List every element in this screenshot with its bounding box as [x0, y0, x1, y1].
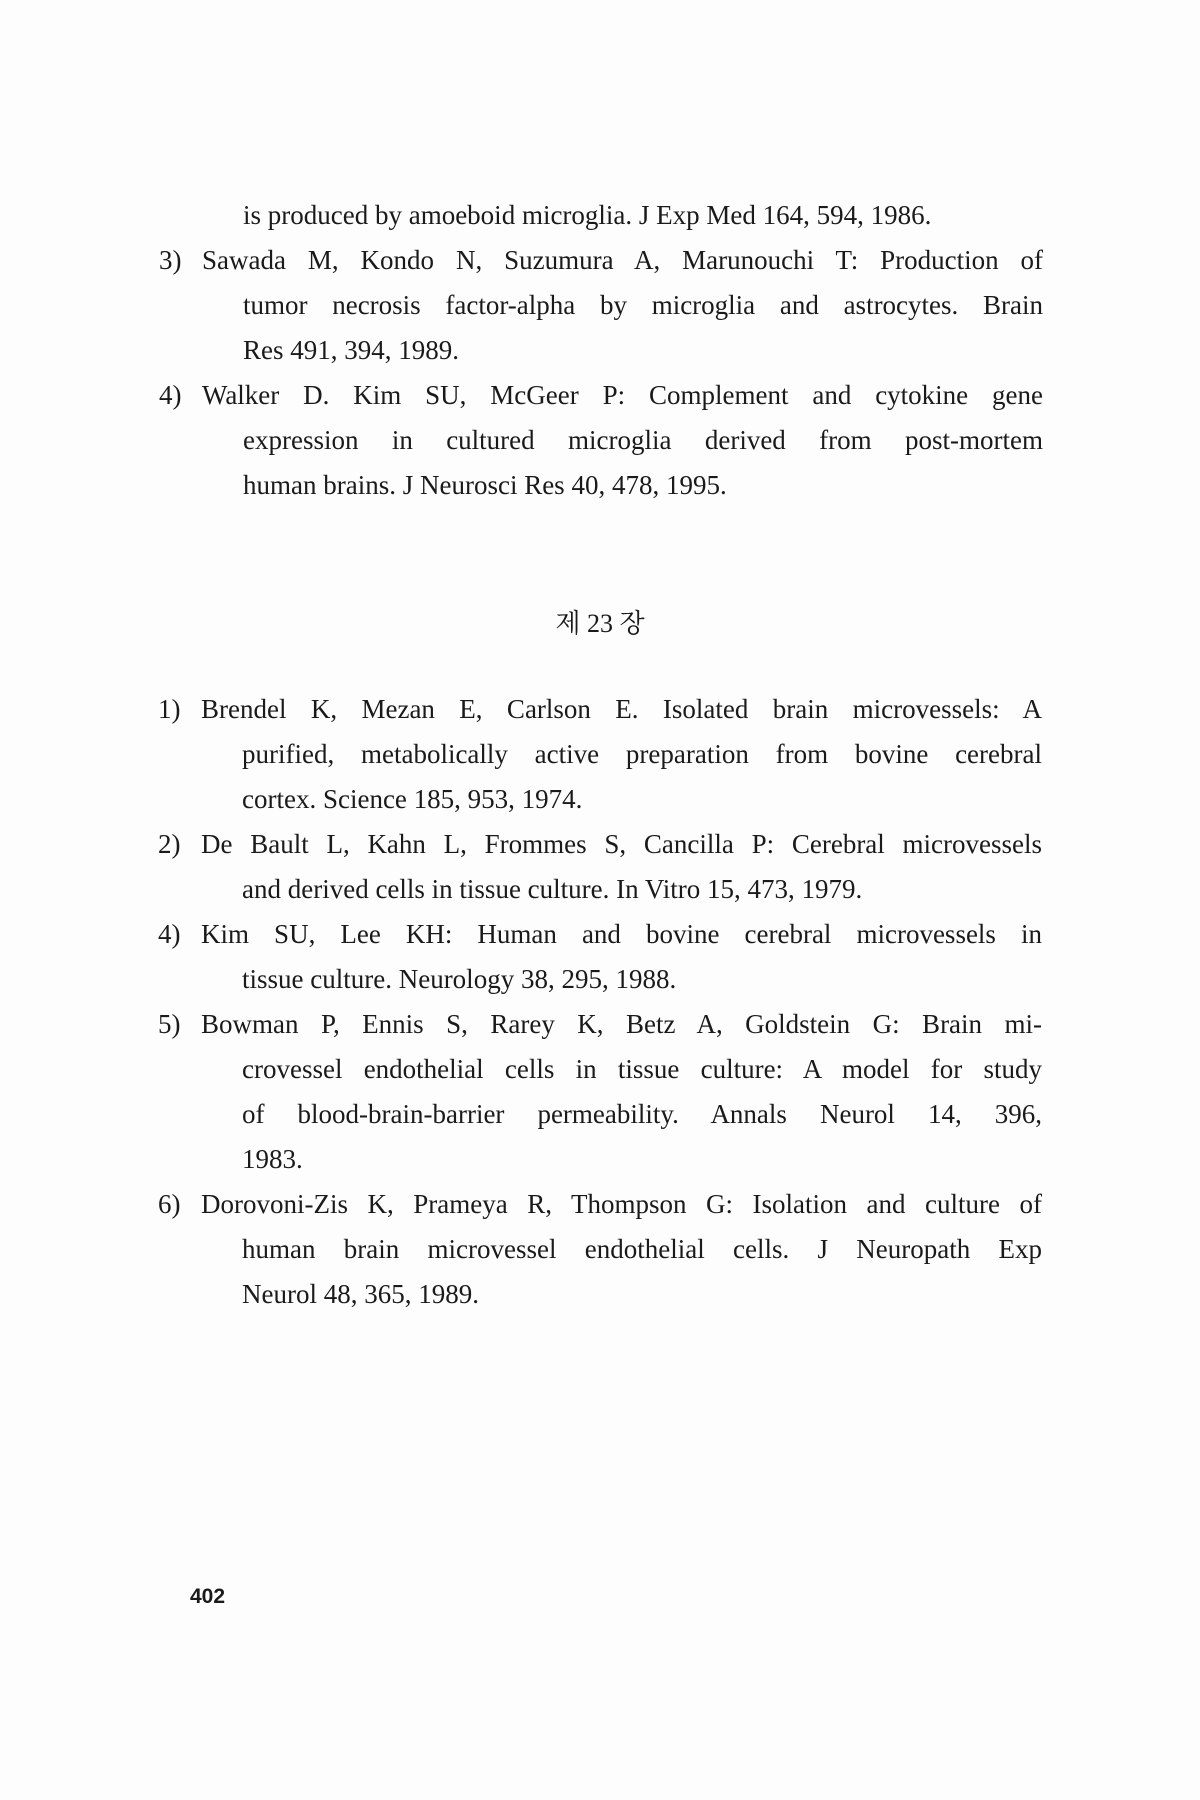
reference-number: 3) [159, 245, 182, 275]
reference-line: Neurol 48, 365, 1989. [242, 1279, 479, 1309]
reference-line: Kim SU, Lee KH: Human and bovine cerebral microvessels in [201, 919, 1042, 949]
reference-continuation: is produced by amoeboid microglia. J Exp Med 164, 594, 1986. [243, 200, 932, 230]
reference-line: human brains. J Neurosci Res 40, 478, 1995. [243, 470, 727, 500]
reference-number: 4) [159, 380, 182, 410]
reference-item [158, 822, 1042, 912]
reference-item [158, 1002, 1042, 1182]
reference-line: Sawada M, Kondo N, Suzumura A, Marunouchi T: Production of [202, 245, 1043, 275]
reference-item [159, 373, 1043, 508]
reference-line: Res 491, 394, 1989. [243, 335, 459, 365]
chapter-heading: 제 23 장 [555, 609, 645, 638]
reference-line: of blood-brain-barrier permeability. Annals Neurol 14, 396, [242, 1099, 1042, 1129]
reference-line: crovessel endothelial cells in tissue culture: A model for study [242, 1054, 1042, 1084]
reference-list-chapter-22 [159, 193, 1043, 508]
reference-line: tissue culture. Neurology 38, 295, 1988. [242, 964, 677, 994]
reference-line: De Bault L, Kahn L, Frommes S, Cancilla P: Cerebral microvessels [201, 829, 1042, 859]
reference-line: Walker D. Kim SU, McGeer P: Complement and cytokine gene [202, 380, 1043, 410]
reference-item [158, 912, 1042, 1002]
reference-line: cortex. Science 185, 953, 1974. [242, 784, 583, 814]
reference-line: Dorovoni-Zis K, Prameya R, Thompson G: Isolation and culture of [201, 1189, 1042, 1219]
reference-number: 6) [158, 1189, 181, 1219]
reference-item [158, 687, 1042, 822]
reference-item [159, 238, 1043, 373]
reference-line: 1983. [242, 1144, 303, 1174]
reference-list-chapter-23 [158, 687, 1042, 1317]
reference-number: 1) [158, 694, 181, 724]
reference-number: 4) [158, 919, 181, 949]
reference-line: Brendel K, Mezan E, Carlson E. Isolated brain microvessels: A [201, 694, 1042, 724]
reference-line: tumor necrosis factor-alpha by microglia and astrocytes. Brain [243, 290, 1043, 320]
reference-line: human brain microvessel endothelial cells. J Neuropath Exp [242, 1234, 1042, 1264]
reference-item [158, 1182, 1042, 1317]
reference-number: 2) [158, 829, 181, 859]
page-number: 402 [190, 1585, 226, 1608]
reference-line: and derived cells in tissue culture. In Vitro 15, 473, 1979. [242, 874, 863, 904]
reference-line: expression in cultured microglia derived from post-mortem [243, 425, 1043, 455]
reference-number: 5) [158, 1009, 181, 1039]
reference-line: purified, metabolically active preparation from bovine cerebral [242, 739, 1042, 769]
reference-line: Bowman P, Ennis S, Rarey K, Betz A, Goldstein G: Brain mi- [201, 1009, 1042, 1039]
